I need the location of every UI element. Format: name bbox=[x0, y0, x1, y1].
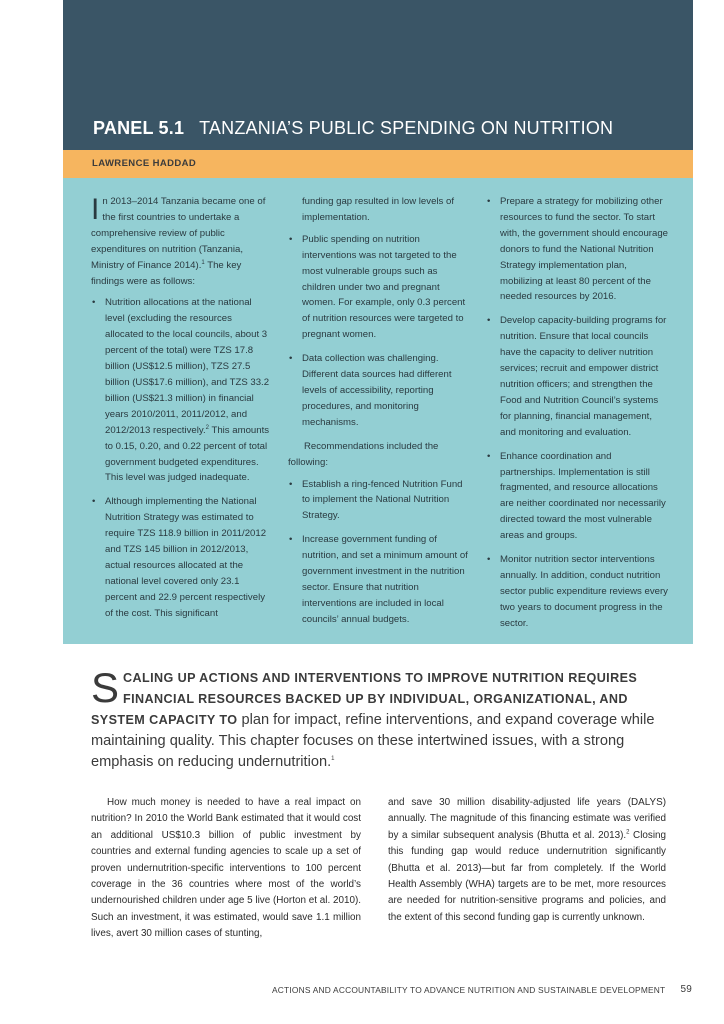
page-number: 59 bbox=[680, 984, 692, 995]
list-item: • Prepare a strategy for mobilizing other resources to fund the sector. To start with, the government should encourage donors to fund the National Nutrition Strategy implementation plan, mobilizing at least 80 percent of the needed resources by 2016. bbox=[486, 194, 668, 305]
body-paragraph bbox=[388, 795, 666, 926]
body-text-end: Closing this funding gap would reduce undernutrition significantly (Bhutta et al. 2013)—but far from completely. If the World Health Assembly (WHA) targets are to be met, more resources are needed for nutrition-sensitive programs and policies, and the extent of this second funding gap is currently unknown. bbox=[388, 829, 666, 923]
recommendations-list-continued bbox=[486, 194, 668, 632]
list-item: • Increase government funding of nutrition, and set a minimum amount of government investment in the nutrition sector. Ensure that nutrition interventions are included in local councils’ annual budgets. bbox=[288, 532, 470, 627]
footnote-ref: 1 bbox=[201, 259, 205, 266]
list-item: • Public spending on nutrition interventions was not targeted to the most vulnerable groups such as children under two and pregnant women. For example, only 0.3 percent of nutrition resources were targeted to pregnant women. bbox=[288, 232, 470, 343]
lead-text: plan for impact, refine interventions, and expand coverage while maintaining quality. This chapter focuses on these intertwined issues, with a strong emphasis on reducing undernutrition. bbox=[91, 712, 655, 770]
lead-caps-text: CALING UP ACTIONS AND INTERVENTIONS TO IMPROVE NUTRITION REQUIRES FINANCIAL RESOURCES BACKED UP BY INDIVIDUAL, ORGANIZATIONAL, AND SYSTEM CAPACITY TO bbox=[91, 671, 638, 727]
footnote-ref: 1 bbox=[331, 756, 335, 763]
panel-number: PANEL 5.1 bbox=[93, 118, 185, 138]
list-item bbox=[91, 295, 271, 486]
list-item: • Data collection was challenging. Different data sources had different levels of accessibility, reporting procedures, and monitoring mechanisms. bbox=[288, 351, 470, 431]
list-item: • Develop capacity-building programs for nutrition. Ensure that local councils have the capacity to deliver nutrition services; recruit and empower district nutrition officers; and strengthen the Food and Nutrition Council’s systems for planning, financial management, and monitoring and evaluation. bbox=[486, 313, 668, 440]
list-item: • Monitor nutrition sector interventions annually. In addition, conduct nutrition sector public expenditure reviews every two years to document progress in the sector. bbox=[486, 552, 668, 632]
panel-author: LAWRENCE HADDAD bbox=[92, 158, 197, 169]
running-title: ACTIONS AND ACCOUNTABILITY TO ADVANCE NUTRITION AND SUSTAINABLE DEVELOPMENT bbox=[272, 985, 666, 995]
panel-title bbox=[93, 118, 613, 139]
intro-text-end: The key findings were as follows: bbox=[91, 259, 242, 287]
body-text: and save 30 million disability-adjusted life years (DALYS) annually. The magnitude of this financing estimate was verified by a similar subsequent analysis (Bhutta et al. 2013). bbox=[388, 797, 666, 841]
list-item-text-end: This amounts to 0.15, 0.20, and 0.22 percent of total government budgeted expenditures. This level was judged inadequate. bbox=[105, 424, 270, 484]
body-column-1 bbox=[91, 795, 361, 943]
findings-list bbox=[91, 295, 271, 621]
body-paragraph: How much money is needed to have a real impact on nutrition? In 2010 the World Bank estimated that it would cost an additional US$10.3 billion of public investment by countries and external funding agencies to scale up a set of proven undernutrition-specific interventions to 100 percent coverage in the 36 countries where most of the world’s undernourished children under age 5 live (Horton et al. 2010). Such an investment, it was estimated, would save 1.1 million lives, avert 30 million cases of stunting, bbox=[91, 797, 361, 940]
list-item: • Establish a ring-fenced Nutrition Fund to implement the National Nutrition Strategy. bbox=[288, 477, 470, 525]
lead-dropcap: S bbox=[91, 664, 120, 711]
continuation-text: funding gap resulted in low levels of implementation. bbox=[302, 196, 454, 223]
footnote-ref: 2 bbox=[626, 829, 630, 836]
list-item-text: Nutrition allocations at the national level (excluding the resources allocated to the local councils, about 3 percent of the total) were TZS 17.8 billion (US$12.5 million), TZS 27.5 billion (US$17.6 million), and TZS 33.2 billion (US$21.3 million) in financial years 2010/2011, 2011/2012, and 2012/2013 respectively. bbox=[105, 297, 270, 436]
panel-intro bbox=[91, 194, 271, 289]
body-column-2 bbox=[388, 795, 666, 926]
footnote-ref: 2 bbox=[205, 424, 209, 431]
list-item: • Although implementing the National Nutrition Strategy was estimated to require TZS 118.9 billion in 2011/2012 and TZS 145 billion in 2012/2013, actual resources allocated at the national level covered only 23.1 percent and 22.9 percent respectively of the cost. This significant bbox=[91, 494, 271, 621]
findings-list-continued bbox=[288, 232, 470, 431]
recommendations-intro: Recommendations included the following: bbox=[288, 440, 439, 468]
panel-column-3 bbox=[486, 194, 668, 640]
panel-column-1 bbox=[91, 194, 271, 630]
chapter-lead-paragraph bbox=[91, 664, 671, 773]
panel-title-text: TANZANIA’S PUBLIC SPENDING ON NUTRITION bbox=[199, 118, 614, 138]
list-item: • Enhance coordination and partnerships. Implementation is still fragmented, and resource allocations are neither coordinated nor necessarily directed toward the most vulnerable areas and groups. bbox=[486, 449, 668, 544]
intro-dropcap: I bbox=[91, 193, 100, 226]
page-footer bbox=[272, 985, 692, 995]
panel-column-2 bbox=[288, 194, 470, 636]
recommendations-list bbox=[288, 477, 470, 628]
intro-text: n 2013–2014 Tanzania became one of the first countries to undertake a comprehensive review of public expenditures on nutrition (Tanzania, Ministry of Finance 2014). bbox=[91, 196, 266, 271]
